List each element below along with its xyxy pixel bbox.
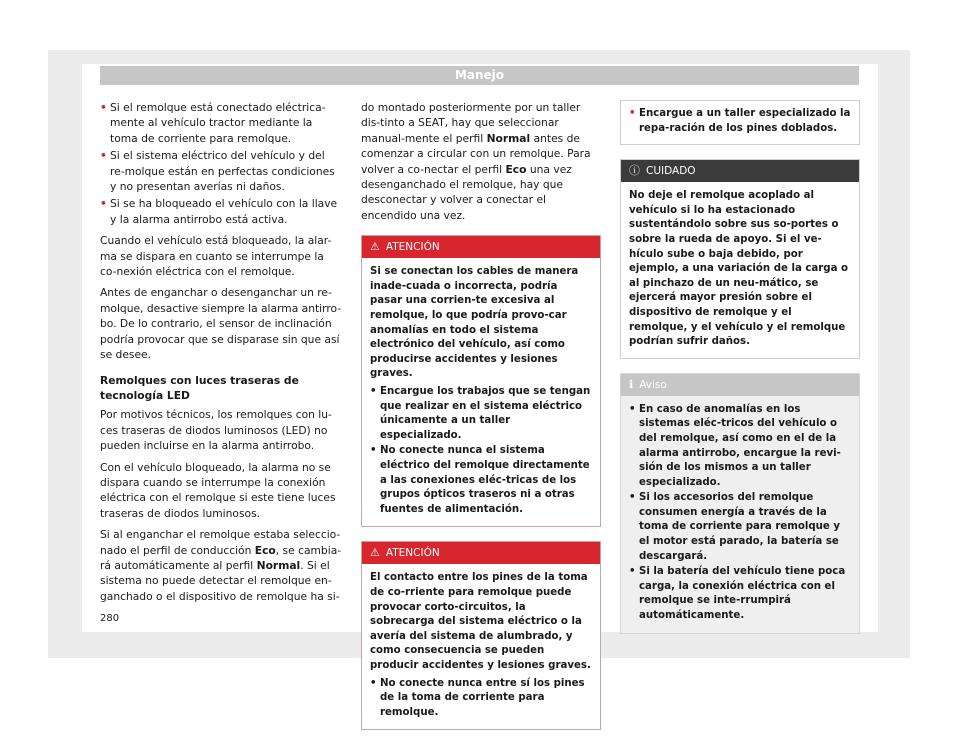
column-3	[620, 100, 860, 648]
list-item: • No conecte nunca el sistema eléctrico del remolque directamente a las conexiones eléc-tricas de los grupos ópticos traseros ni a otras fuentes de alimentación.	[370, 444, 592, 517]
paragraph	[100, 527, 342, 604]
text-span: do montado posteriormente por un taller dis-tinto a SEAT, hay que seleccionar manual-mente el perfil	[361, 101, 581, 145]
section-heading: Remolques con luces traseras de tecnología LED	[100, 373, 299, 402]
list-item: • En caso de anomalías en los sistemas eléc-tricos del vehículo o del remolque, así como en el de la alarma antirrobo, encargue la revi-sión de los mismos a un taller especializado.	[629, 403, 851, 491]
list-item: • No conecte nunca entre sí los pines de la toma de corriente para remolque.	[370, 677, 592, 721]
list-item: • Si el sistema eléctrico del vehículo y del re-molque están en perfectas condiciones y no presentan averías ni daños.	[100, 148, 342, 194]
text-span: Si al enganchar el remolque estaba seleccio-nado el perfil de conducción	[100, 528, 341, 557]
warning-text: Si se conectan los cables de manera inade-cuada o incorrecta, podría pasar una corrien-te excesiva al remolque, lo que podría provo-car anomalías en todo el sistema electrónico del vehículo, así como producirse accidentes y lesiones graves.	[370, 266, 579, 380]
page-header: Manejo	[100, 66, 859, 85]
list-item: • Encargue a un taller especializado la repa-ración de los pines doblados.	[629, 107, 851, 136]
page-number: 280	[100, 613, 120, 624]
list-item: • Si los accesorios del remolque consumen energía a través de la toma de corriente para remolque y el motor está parado, la batería se descargará.	[629, 491, 851, 564]
profile-eco: Eco	[254, 543, 276, 557]
column-1	[100, 100, 342, 610]
profile-normal: Normal	[486, 131, 531, 145]
warning-box	[361, 541, 601, 730]
list-item: • Si el remolque está conectado eléctrica-mente al vehículo tractor mediante la toma de corriente para remolque.	[100, 100, 342, 146]
warning-icon: ⚠	[370, 240, 380, 254]
paragraph: Cuando el vehículo está bloqueado, la alar-ma se dispara en cuanto se interrumpe la co-nexión eléctrica con el remolque.	[100, 234, 332, 279]
profile-eco: Eco	[505, 162, 527, 176]
caution-title: CUIDADO	[646, 165, 696, 178]
paragraph	[361, 100, 601, 223]
text-span: una vez desenganchado el remolque, hay que desconectar y volver a conectar el encendido una vez.	[361, 162, 572, 222]
note-title: Aviso	[639, 378, 667, 391]
paragraph: Por motivos técnicos, los remolques con lu-ces traseras de diodos luminosos (LED) no pueden incluirse en la alarma antirrobo.	[100, 408, 332, 453]
list-item: • Si se ha bloqueado el vehículo con la llave y la alarma antirrobo está activa.	[100, 196, 342, 227]
warning-title: ATENCIÓN	[385, 241, 440, 254]
list-item: • Si la batería del vehículo tiene poca carga, la conexión eléctrica con el remolque se inte-rrumpirá automáticamente.	[629, 565, 851, 623]
profile-normal: Normal	[256, 558, 301, 572]
list-item: • Encargue los trabajos que se tengan que realizar en el sistema eléctrico únicamente a un taller especializado.	[370, 385, 592, 443]
warning-header	[362, 236, 600, 258]
text-span: , se cambia-rá automáticamente al perfil	[100, 543, 342, 572]
caution-text: No deje el remolque acoplado al vehículo si lo ha estacionado sustentándolo sobre sus so-portes o sobre la rueda de apoyo. Si el ve-hículo sube o baja debido, por ejemplo, a una variación de la carga o al pinchazo de un neu-mático, se ejercerá mayor presión sobre el dispositivo de remolque y el remolque, y el vehículo y el remolque podrían sufrir daños.	[629, 190, 849, 348]
note-body	[621, 396, 859, 633]
paragraph: Con el vehículo bloqueado, la alarma no se dispara cuando se interrumpe la conexión eléctrica con el remolque si este tiene luces traseras de diodos luminosos.	[100, 460, 336, 520]
paragraph: Antes de enganchar o desenganchar un re-molque, desactive siempre la alarma antirro-bo. De lo contrario, el sensor de inclinación podría provocar que se disparase sin que así se desee.	[100, 286, 342, 362]
note-box	[620, 373, 860, 634]
caution-box	[620, 159, 860, 359]
column-2	[361, 100, 601, 744]
text-span: antes de comenzar a circular con un remolque. Para volver a co-nectar el perfil	[361, 131, 591, 176]
caution-header	[621, 160, 859, 182]
warning-header	[362, 542, 600, 564]
warning-title: ATENCIÓN	[385, 547, 440, 560]
info-circle-icon: ⓘ	[629, 164, 640, 178]
warning-box	[361, 235, 601, 527]
warning-body	[362, 564, 600, 729]
warning-icon: ⚠	[370, 546, 380, 560]
info-icon: ℹ	[629, 377, 634, 391]
note-header	[621, 374, 859, 396]
warning-body	[362, 258, 600, 526]
continued-warning-box	[620, 100, 860, 145]
text-span: . Si el sistema no puede detectar el remolque en-ganchado o el dispositivo de remolque ha si-	[100, 558, 340, 603]
warning-text: El contacto entre los pines de la toma de co-rriente para remolque puede provocar corto-circuitos, la sobrecarga del sistema eléctrico o la avería del sistema de alumbrado, y como consecuencia se pueden producir accidentes y lesiones graves.	[370, 572, 591, 671]
